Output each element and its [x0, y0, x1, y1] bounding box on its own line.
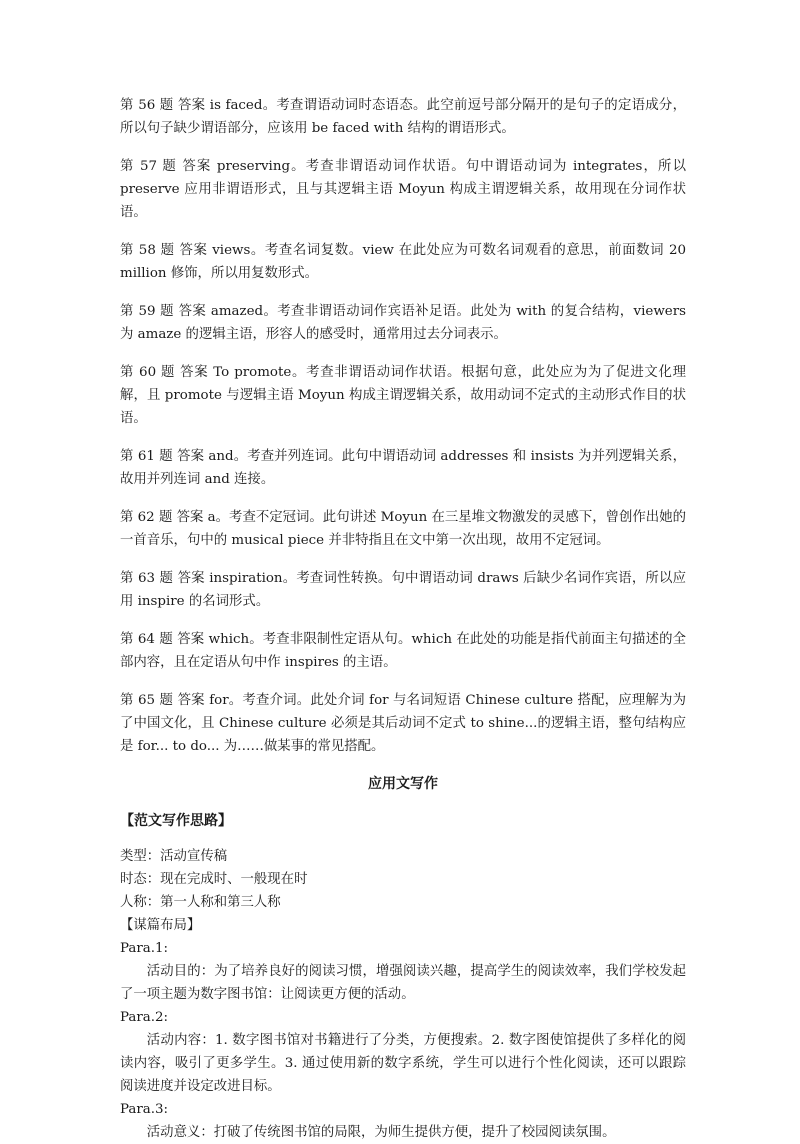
answer-59: 第 59 题 答案 amazed。考查非谓语动词作宾语补足语。此处为 with 的复合结构，viewers 为 amaze 的逻辑主语，形容人的感受时，通常用过去分词表示。 — [120, 304, 686, 342]
para2-text: 活动内容：1. 数字图书馆对书籍进行了分类，方便搜索。2. 数字图使馆提供了多样化的阅读内容，吸引了更多学生。3. 通过使用新的数字系统，学生可以进行个性化阅读，还可以跟踪阅读进度并设定改进目标。 — [120, 1033, 686, 1094]
para1-text: 活动目的：为了培养良好的阅读习惯，增强阅读兴趣，提高学生的阅读效率，我们学校发起了一项主题为数字图书馆：让阅读更方便的活动。 — [120, 964, 686, 1002]
answer-57: 第 57 题 答案 preserving。考查非谓语动词作状语。句中谓语动词为 integrates，所以 preserve 应用非谓语形式，且与其逻辑主语 Moyun 构成主谓逻辑关系，故用现在分词作状语。 — [120, 159, 686, 220]
answer-65: 第 65 题 答案 for。考查介词。此处介词 for 与名词短语 Chinese culture 搭配，应理解为为了中国文化，且 Chinese culture 必须是其后动词不定式 to shine...的逻辑主语，整句结构应是 for... to do... 为……做某事的常见搭配。 — [120, 693, 686, 754]
para2-label: Para.2: — [120, 1010, 169, 1025]
person-line: 人称：第一人称和第三人称 — [120, 895, 281, 910]
answer-64: 第 64 题 答案 which。考查非限制性定语从句。which 在此处的功能是指代前面主句描述的全部内容，且在定语从句中作 inspires 的主语。 — [120, 632, 686, 670]
type-line: 类型：活动宣传稿 — [120, 849, 228, 864]
para1-label: Para.1: — [120, 941, 169, 956]
answer-60: 第 60 题 答案 To promote。考查非谓语动词作状语。根据句意，此处应为为了促进文化理解，且 promote 与逻辑主语 Moyun 构成主谓逻辑关系，故用动词不定式的主动形式作目的状语。 — [120, 365, 686, 426]
document-page — [120, 94, 686, 1144]
answer-62: 第 62 题 答案 a。考查不定冠词。此句讲述 Moyun 在三星堆文物激发的灵感下，曾创作出她的一首音乐，句中的 musical piece 并非特指且在文中第一次出现，故用不定冠词。 — [120, 510, 686, 548]
answer-56: 第 56 题 答案 is faced。考查谓语动词时态语态。此空前逗号部分隔开的是句子的定语成分，所以句子缺少谓语部分，应该用 be faced with 结构的谓语形式。 — [120, 98, 686, 136]
writing-approach-heading: 【范文写作思路】 — [120, 813, 232, 829]
answer-63: 第 63 题 答案 inspiration。考查词性转换。句中谓语动词 draws 后缺少名词作宾语，所以应用 inspire 的名词形式。 — [120, 571, 686, 609]
answer-61: 第 61 题 答案 and。考查并列连词。此句中谓语动词 addresses 和 insists 为并列逻辑关系，故用并列连词 and 连接。 — [120, 449, 686, 487]
para3-label: Para.3: — [120, 1102, 169, 1117]
para3-text: 活动意义：打破了传统图书馆的局限，为师生提供方便，提升了校园阅读氛围。 — [146, 1125, 616, 1140]
tense-line: 时态：现在完成时、一般现在时 — [120, 872, 308, 887]
section-title: 应用文写作 — [368, 776, 438, 792]
answer-58: 第 58 题 答案 views。考查名词复数。view 在此处应为可数名词观看的意思，前面数词 20 million 修饰，所以用复数形式。 — [120, 243, 686, 281]
layout-heading: 【谋篇布局】 — [120, 918, 201, 933]
